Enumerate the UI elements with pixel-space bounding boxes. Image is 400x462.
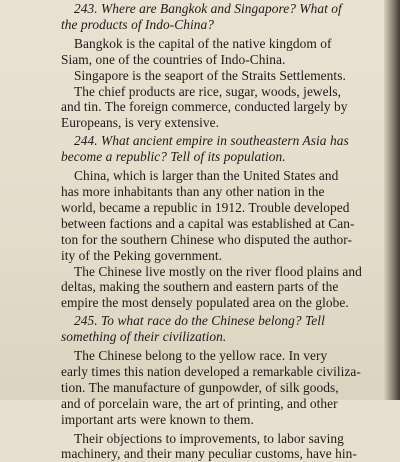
answer-paragraph xyxy=(61,36,379,68)
question-heading xyxy=(61,1,379,33)
text-line: ton for the southern Chinese who disputed the author- xyxy=(61,231,352,247)
text-line: and of porcelain ware, the art of printing, and other xyxy=(61,395,338,411)
text-line: has more inhabitants than any other nation in the xyxy=(61,183,325,199)
page-text xyxy=(61,1,379,462)
answer-paragraph xyxy=(61,84,379,132)
text-line: The chief products are rice, sugar, woods, jewels, xyxy=(74,83,342,99)
question-heading xyxy=(61,133,379,165)
section-243 xyxy=(61,1,379,131)
question-line: 244. What ancient empire in southeastern Asia has xyxy=(74,133,349,149)
text-line: world, became a republic in 1912. Trouble developed xyxy=(61,199,350,215)
section-245 xyxy=(61,313,379,462)
answer-paragraph xyxy=(61,431,379,462)
question-line: become a republic? Tell of its population. xyxy=(61,149,286,165)
question-heading xyxy=(61,313,379,345)
text-line: and tin. The foreign commerce, conducted largely by xyxy=(61,99,348,115)
text-line: important arts were known to them. xyxy=(61,411,254,427)
text-line: The Chinese live mostly on the river flood plains and xyxy=(74,263,362,279)
section-244 xyxy=(61,133,379,311)
question-line: 245. To what race do the Chinese belong? Tell xyxy=(74,313,325,329)
text-line: ity of the Peking government. xyxy=(61,247,222,263)
question-line: 243. Where are Bangkok and Singapore? What of xyxy=(74,1,342,16)
text-line: The Chinese belong to the yellow race. In very xyxy=(74,348,328,364)
answer-paragraph xyxy=(61,168,379,263)
answer-paragraph xyxy=(61,68,379,84)
text-line: deltas, making the southern and eastern parts of the xyxy=(61,279,339,295)
page-edge-shadow xyxy=(384,0,400,400)
text-line: machinery, and their many peculiar customs, have hin- xyxy=(61,446,357,462)
text-line: China, which is larger than the United States and xyxy=(74,168,339,184)
text-line: between factions and a capital was established at Can- xyxy=(61,215,355,231)
text-line: tion. The manufacture of gunpowder, of silk goods, xyxy=(61,379,339,395)
text-line: Bangkok is the capital of the native kingdom of xyxy=(74,35,332,51)
text-line: Singapore is the seaport of the Straits Settlements. xyxy=(74,67,346,83)
question-line: something of their civilization. xyxy=(61,329,227,345)
text-line: early times this nation developed a remarkable civiliza- xyxy=(61,363,361,379)
answer-paragraph xyxy=(61,264,379,312)
question-line: the products of Indo-China? xyxy=(61,16,214,32)
answer-paragraph xyxy=(61,348,379,428)
text-line: Europeans, is very extensive. xyxy=(61,115,219,131)
text-line: Siam, one of the countries of Indo-China. xyxy=(61,51,286,67)
text-line: Their objections to improvements, to labor saving xyxy=(74,430,344,446)
text-line: empire the most densely populated area on the globe. xyxy=(61,295,349,311)
